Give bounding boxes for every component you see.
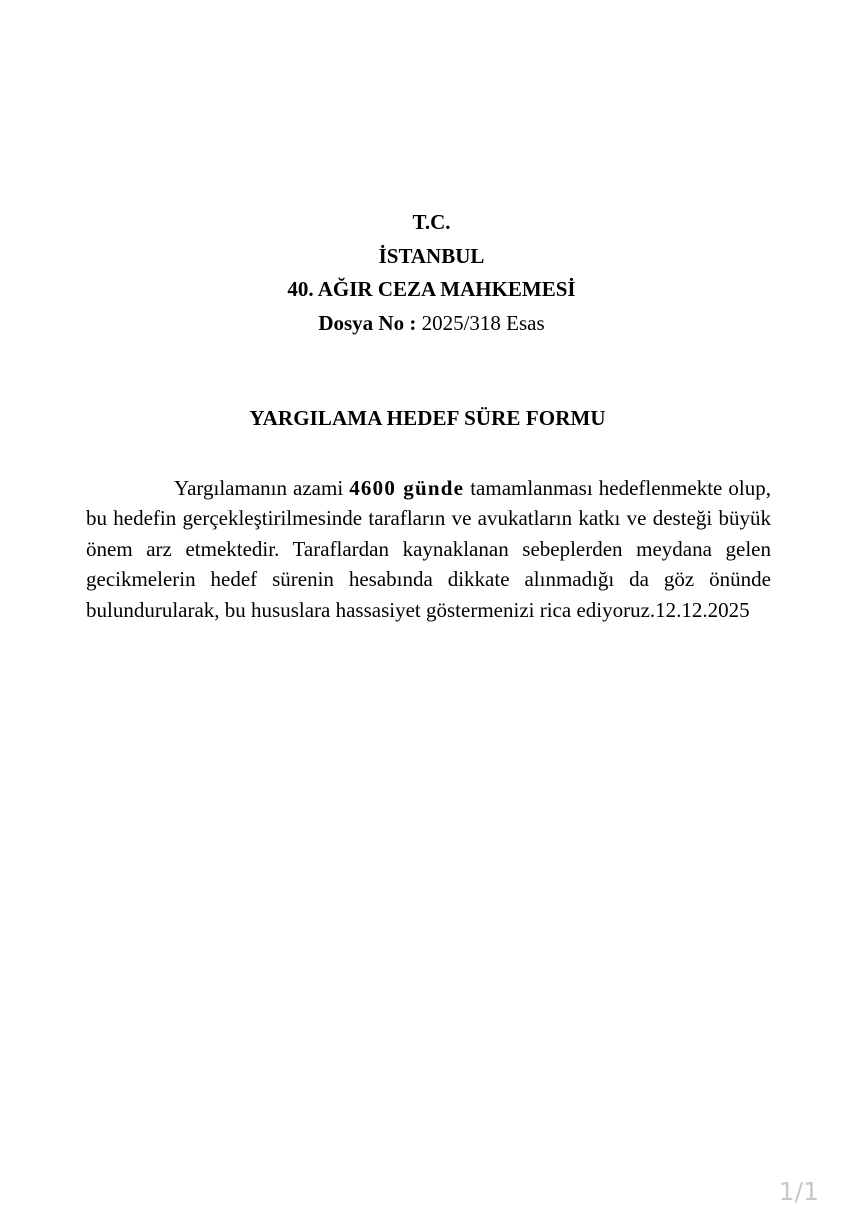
body-text-part2: tamamlanması hedeflenmekte olup, bu hedefin gerçekleştirilmesinde tarafların ve avukatların katkı ve desteği büyük önem arz etmektedir. Taraflardan kaynaklanan sebeplerden meydana gelen gecikmelerin hedef sürenin hesabında dikkate alınmadığı da göz önünde bulundurularak, bu hususlara hassasiyet göstermenizi rica ediyoruz. (86, 476, 771, 622)
court-heading: 40. AĞIR CEZA MAHKEMESİ (287, 277, 576, 301)
body-paragraph (86, 473, 771, 625)
file-number-line (0, 307, 855, 341)
form-title: YARGILAMA HEDEF SÜRE FORMU (249, 406, 606, 430)
document-date: 12.12.2025 (655, 597, 750, 622)
body-text-part1: Yargılamanın azami (174, 476, 350, 500)
city-heading: İSTANBUL (378, 243, 485, 268)
document-header (0, 206, 855, 340)
file-number-value: 2025/318 Esas (421, 310, 545, 335)
state-heading: T.C. (412, 210, 451, 234)
target-duration: 4600 günde (349, 476, 465, 500)
page-counter: 1/1 (778, 1177, 819, 1206)
file-number-label: Dosya No : (318, 310, 417, 335)
